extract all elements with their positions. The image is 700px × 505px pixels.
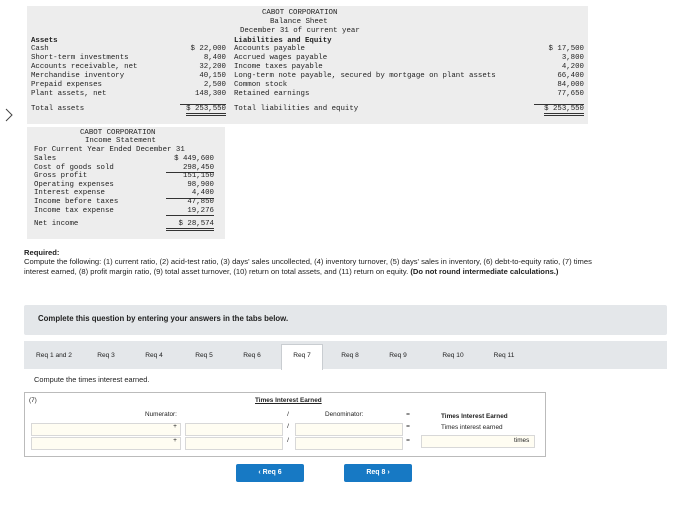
numerator-input-4[interactable] xyxy=(185,437,283,450)
bs-date: December 31 of current year xyxy=(240,27,360,35)
asset-value: 148,300 xyxy=(194,90,226,98)
assets-heading: Assets xyxy=(31,37,58,45)
divide-symbol: / xyxy=(287,411,289,418)
tab-req-9[interactable]: Req 9 xyxy=(389,352,407,359)
tab-req-7[interactable]: Req 7 xyxy=(281,344,323,370)
required-text: Compute the following: (1) current ratio, (2) acid-test ratio, (3) days' sales uncollected, (4) inventory turnover, (5) days' sales in inventory, (6) debt-to-equity ratio, (7) times interest earned, (8) profit margin ratio, (9) total asset turnover, (10) return on total assets, and (11) return on equity. xyxy=(24,257,592,276)
plus-symbol-2: + xyxy=(173,437,177,444)
bs-company: CABOT CORPORATION xyxy=(262,9,338,17)
prompt-text: Compute the times interest earned. xyxy=(34,375,150,384)
total-liab-value: $ 253,550 xyxy=(534,104,584,113)
tab-bar xyxy=(24,341,667,369)
liability-value: 84,000 xyxy=(557,81,584,89)
income-label: Net income xyxy=(34,220,79,229)
equals-symbol-2: = xyxy=(406,423,410,430)
tab-req-8[interactable]: Req 8 xyxy=(341,352,359,359)
liability-label: Income taxes payable xyxy=(234,63,323,71)
asset-value: 32,200 xyxy=(199,63,226,71)
tab-req-10[interactable]: Req 10 xyxy=(442,352,464,359)
asset-label: Merchandise inventory xyxy=(31,72,125,80)
liability-label: Common stock xyxy=(234,81,288,89)
equals-symbol-3: = xyxy=(406,437,410,444)
tab-req-6[interactable]: Req 6 xyxy=(243,352,261,359)
plus-symbol: + xyxy=(173,423,177,430)
income-value: 47,850 xyxy=(187,198,214,206)
divide-symbol-2: / xyxy=(287,423,289,430)
asset-value: 40,150 xyxy=(199,72,226,80)
liability-label: Long-term note payable, secured by mortgage on plant assets xyxy=(234,72,496,80)
complete-banner: Complete this question by entering your answers in the tabs below. xyxy=(24,305,667,335)
income-label: Sales xyxy=(34,155,57,163)
is-period: For Current Year Ended December 31 xyxy=(34,146,185,154)
income-label: Interest expense xyxy=(34,189,105,198)
asset-label: Plant assets, net xyxy=(31,90,107,98)
liability-value: 77,650 xyxy=(557,90,584,98)
asset-label: Accounts receivable, net xyxy=(31,63,138,71)
calc-title: Times Interest Earned xyxy=(255,397,322,404)
equals-symbol: = xyxy=(406,411,410,418)
required-note: (Do not round intermediate calculations.) xyxy=(410,266,559,276)
asset-label: Cash xyxy=(31,45,49,53)
income-value: 4,400 xyxy=(166,189,214,198)
income-label: Operating expenses xyxy=(34,180,114,189)
numerator-label: Numerator: xyxy=(145,411,177,418)
next-button[interactable]: Req 8 › xyxy=(344,464,412,482)
total-liab-label: Total liabilities and equity xyxy=(234,105,359,113)
numerator-input-1[interactable] xyxy=(31,423,181,436)
asset-value: $ 22,000 xyxy=(190,45,226,53)
asset-value: 8,400 xyxy=(203,54,226,62)
income-value: $ 28,574 xyxy=(166,220,214,231)
total-assets-label: Total assets xyxy=(31,105,85,113)
liability-value: 3,800 xyxy=(561,54,584,62)
income-value: 98,900 xyxy=(187,180,214,189)
income-label: Cost of goods sold xyxy=(34,163,114,172)
chevron-right-icon: › xyxy=(387,469,390,476)
required-heading: Required: xyxy=(24,248,60,257)
is-company: CABOT CORPORATION xyxy=(80,129,156,137)
chevron-left-icon: ‹ xyxy=(258,469,261,476)
asset-label: Short-term investments xyxy=(31,54,129,62)
calc-label: (7) xyxy=(29,397,37,404)
result-header: Times Interest Earned xyxy=(441,413,508,420)
income-value: $ 449,600 xyxy=(174,155,214,163)
liab-heading: Liabilities and Equity xyxy=(234,37,332,45)
liability-label: Accrued wages payable xyxy=(234,54,328,62)
total-assets-value: $ 253,550 xyxy=(180,104,226,113)
calc-table xyxy=(24,392,546,457)
numerator-input-2[interactable] xyxy=(185,423,283,436)
tab-req-11[interactable]: Req 11 xyxy=(493,352,515,359)
divide-symbol-3: / xyxy=(287,437,289,444)
prev-button[interactable]: ‹ Req 6 xyxy=(236,464,304,482)
denominator-input-1[interactable] xyxy=(295,423,403,436)
is-title: Income Statement xyxy=(85,137,156,145)
income-value: 19,276 xyxy=(166,207,214,216)
numerator-input-3[interactable] xyxy=(31,437,181,450)
tab-req-5[interactable]: Req 5 xyxy=(195,352,213,359)
liability-value: 4,200 xyxy=(561,63,584,71)
liability-label: Retained earnings xyxy=(234,90,310,98)
income-value: 298,450 xyxy=(166,164,214,173)
liability-value: 66,400 xyxy=(557,72,584,80)
required-section xyxy=(24,248,604,276)
asset-value: 2,500 xyxy=(203,81,226,89)
left-bracket-icon xyxy=(4,108,16,122)
tab-req-3[interactable]: Req 3 xyxy=(97,352,115,359)
denominator-input-2[interactable] xyxy=(295,437,403,450)
income-label: Income before taxes xyxy=(34,198,119,206)
result-row-label: Times interest earned xyxy=(441,424,503,431)
tab-req-1-and-2[interactable]: Req 1 and 2 xyxy=(36,352,72,359)
income-label: Income tax expense xyxy=(34,206,114,215)
bs-title: Balance Sheet xyxy=(270,18,328,26)
income-value: 151,150 xyxy=(182,172,214,181)
denominator-label: Denominator: xyxy=(325,411,364,418)
liability-label: Accounts payable xyxy=(234,45,305,53)
income-label: Gross profit xyxy=(34,172,88,181)
tab-req-4[interactable]: Req 4 xyxy=(145,352,163,359)
asset-label: Prepaid expenses xyxy=(31,81,102,89)
unit-label: times xyxy=(514,437,530,444)
liability-value: $ 17,500 xyxy=(548,45,584,53)
